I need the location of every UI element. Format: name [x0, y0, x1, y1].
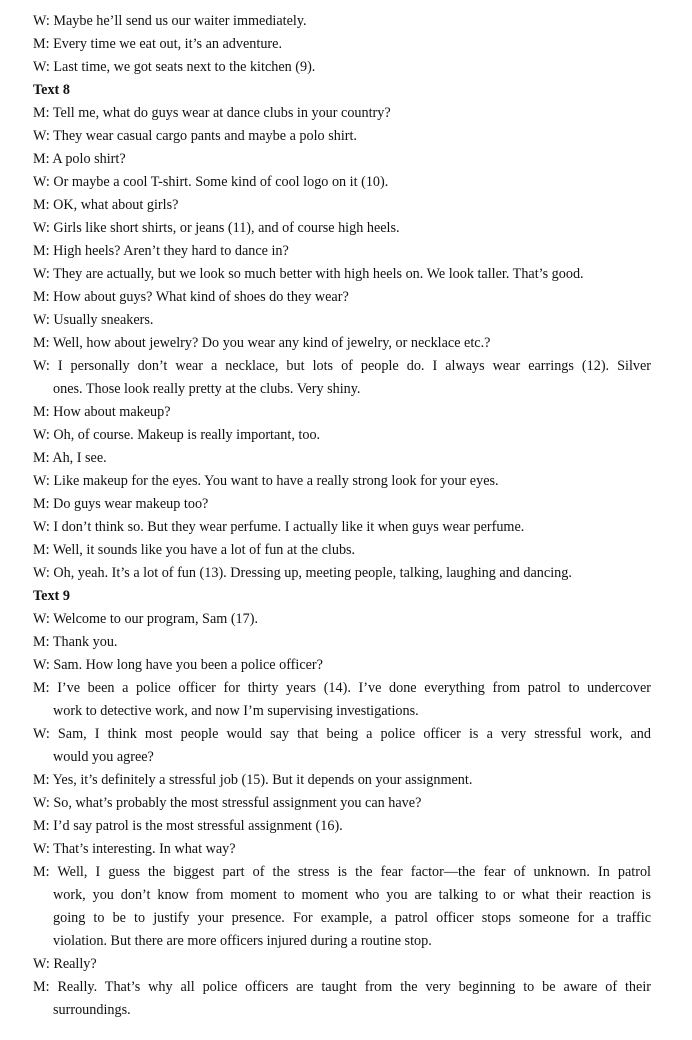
dialogue-line: W: Oh, of course. Makeup is really important, too.: [33, 427, 321, 443]
dialogue-line-continuation: going to be to justify your presence. For example, a patrol officer stops someone for a traffic: [53, 910, 651, 926]
dialogue-line: W: Oh, yeah. It’s a lot of fun (13). Dressing up, meeting people, talking, laughing and dancing.: [33, 565, 572, 581]
section-heading: Text 9: [33, 588, 70, 604]
dialogue-line: W: Girls like short shirts, or jeans (11), and of course high heels.: [33, 220, 400, 236]
dialogue-line-continuation: ones. Those look really pretty at the clubs. Very shiny.: [53, 381, 361, 397]
transcript-document: [33, 10, 651, 1022]
dialogue-line: M: How about makeup?: [33, 404, 171, 420]
dialogue-line: M: Well, it sounds like you have a lot of fun at the clubs.: [33, 542, 356, 558]
dialogue-line: W: I personally don’t wear a necklace, but lots of people do. I always wear earrings (12). Silver: [33, 358, 651, 374]
dialogue-line: W: Welcome to our program, Sam (17).: [33, 611, 259, 627]
dialogue-line: M: Really. That’s why all police officers are taught from the very beginning to be aware of their: [33, 979, 651, 995]
dialogue-line-continuation: violation. But there are more officers injured during a routine stop.: [53, 933, 432, 949]
dialogue-line: M: Well, how about jewelry? Do you wear any kind of jewelry, or necklace etc.?: [33, 335, 491, 351]
dialogue-line: W: Or maybe a cool T-shirt. Some kind of cool logo on it (10).: [33, 174, 389, 190]
dialogue-line: M: Tell me, what do guys wear at dance clubs in your country?: [33, 105, 391, 121]
dialogue-line: W: They are actually, but we look so much better with high heels on. We look taller. That’s good.: [33, 266, 584, 282]
dialogue-line: W: Like makeup for the eyes. You want to have a really strong look for your eyes.: [33, 473, 499, 489]
dialogue-line: W: So, what’s probably the most stressful assignment you can have?: [33, 795, 422, 811]
dialogue-line-continuation: work, you don’t know from moment to moment who you are talking to or what their reaction is: [53, 887, 651, 903]
dialogue-line: M: How about guys? What kind of shoes do they wear?: [33, 289, 349, 305]
dialogue-line: W: I don’t think so. But they wear perfume. I actually like it when guys wear perfume.: [33, 519, 525, 535]
dialogue-line: W: They wear casual cargo pants and maybe a polo shirt.: [33, 128, 357, 144]
dialogue-line: M: A polo shirt?: [33, 151, 126, 167]
dialogue-line: M: Well, I guess the biggest part of the stress is the fear factor—the fear of unknown. In patrol: [33, 864, 651, 880]
dialogue-line-continuation: would you agree?: [53, 749, 154, 765]
dialogue-line: W: Really?: [33, 956, 97, 972]
dialogue-line: M: High heels? Aren’t they hard to dance in?: [33, 243, 289, 259]
dialogue-line: M: Do guys wear makeup too?: [33, 496, 209, 512]
dialogue-line: W: Maybe he’ll send us our waiter immediately.: [33, 13, 307, 29]
dialogue-line: W: Sam. How long have you been a police officer?: [33, 657, 323, 673]
dialogue-line: M: Ah, I see.: [33, 450, 107, 466]
dialogue-line: M: Thank you.: [33, 634, 118, 650]
dialogue-line: M: I’d say patrol is the most stressful assignment (16).: [33, 818, 343, 834]
dialogue-line: W: Usually sneakers.: [33, 312, 154, 328]
dialogue-line: W: Last time, we got seats next to the kitchen (9).: [33, 59, 316, 75]
dialogue-line: W: That’s interesting. In what way?: [33, 841, 236, 857]
dialogue-line: M: Every time we eat out, it’s an adventure.: [33, 36, 282, 52]
dialogue-line: M: Yes, it’s definitely a stressful job (15). But it depends on your assignment.: [33, 772, 473, 788]
dialogue-line: M: I’ve been a police officer for thirty years (14). I’ve done everything from patrol to undercover: [33, 680, 651, 696]
section-heading: Text 8: [33, 82, 70, 98]
dialogue-line: W: Sam, I think most people would say that being a police officer is a very stressful work, and: [33, 726, 651, 742]
dialogue-line: M: OK, what about girls?: [33, 197, 179, 213]
dialogue-line-continuation: surroundings.: [53, 1002, 131, 1018]
dialogue-line-continuation: work to detective work, and now I’m supervising investigations.: [53, 703, 419, 719]
